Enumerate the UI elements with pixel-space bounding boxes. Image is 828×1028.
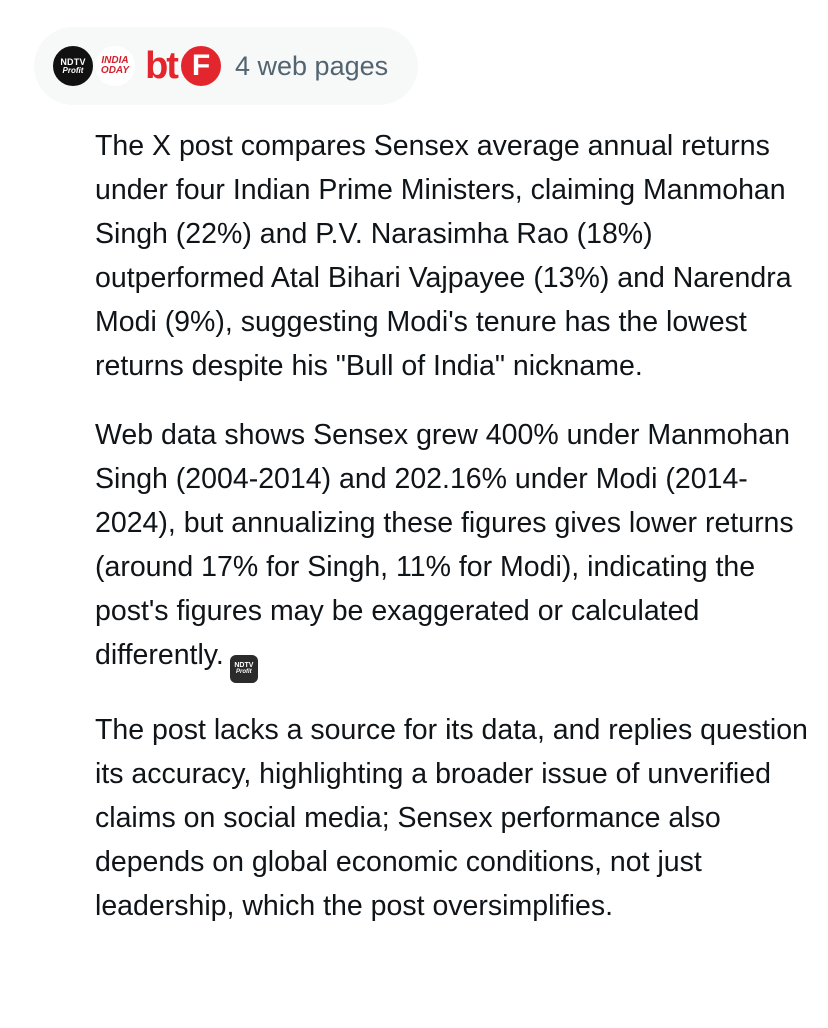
sources-label: 4 web pages	[235, 50, 389, 81]
business-today-icon: bt	[145, 44, 177, 87]
sources-pill[interactable]	[34, 27, 418, 105]
financial-express-icon: F	[179, 44, 223, 88]
ndtv-profit-icon: NDTV Profit	[51, 44, 95, 88]
source-favicons	[51, 44, 221, 88]
paragraph-3: The post lacks a source for its data, and replies question its accuracy, highlighting a broader issue of unverified claims on social media; Sensex performance also depends on global economic conditions, not just leadership, which the post oversimplifies.	[95, 713, 808, 922]
paragraph-2-text: Web data shows Sensex grew 400% under Manmohan Singh (2004-2014) and 202.16% under Modi (2014-2024), but annualizing these figures gives lower returns (around 17% for Singh, 11% for Modi), indicating the post's figures may be exaggerated or calculated differently.	[95, 419, 794, 671]
ndtv-profit-citation-icon[interactable]: NDTV Profit	[230, 655, 258, 683]
paragraph-2	[95, 413, 815, 683]
response-text	[95, 124, 815, 953]
india-today-icon: INDIA ODAY	[93, 44, 137, 88]
paragraph-1: The X post compares Sensex average annual returns under four Indian Prime Ministers, claiming Manmohan Singh (22%) and P.V. Narasimha Rao (18%) outperformed Atal Bihari Vajpayee (13%) and Narendra Modi (9%), suggesting Modi's tenure has the lowest returns despite his "Bull of India" nickname.	[95, 130, 792, 382]
